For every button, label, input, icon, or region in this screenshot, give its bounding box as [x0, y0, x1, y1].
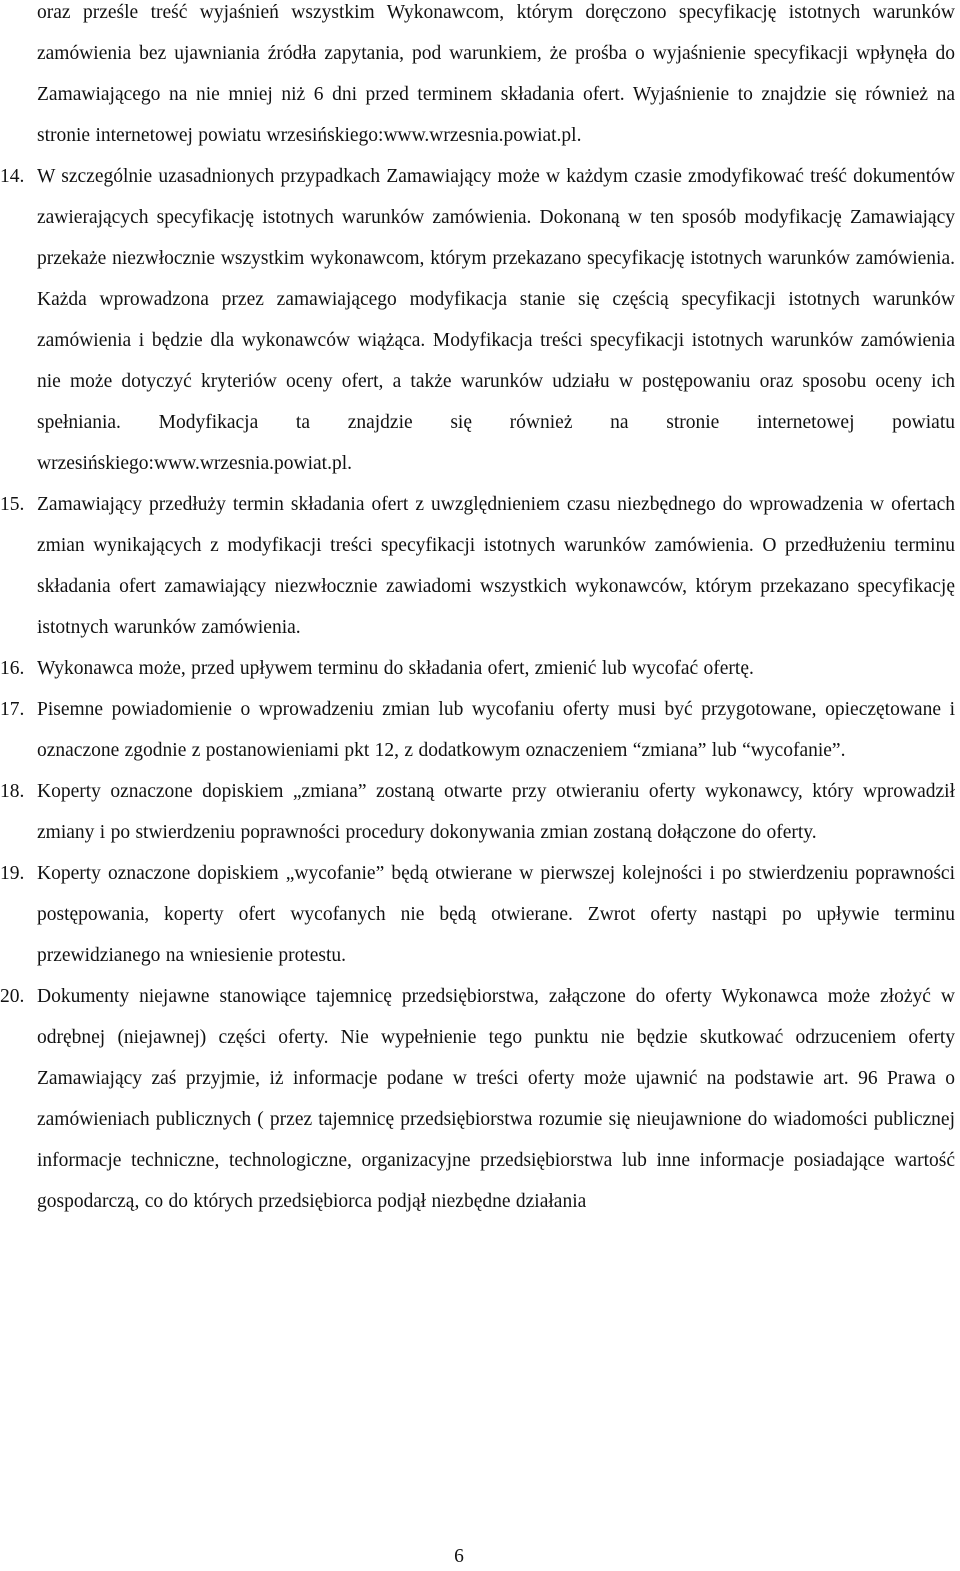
numbered-item-18: [0, 771, 960, 853]
paragraph-number: 17.: [0, 699, 25, 720]
paragraph-number: 16.: [0, 658, 25, 679]
numbered-item-14: [0, 156, 960, 484]
numbered-item-15: [0, 484, 960, 648]
paragraph-number: 19.: [0, 863, 25, 884]
page-number: 6: [454, 1546, 464, 1567]
numbered-item-20: [0, 976, 960, 1222]
paragraph-text: Zamawiający przedłuży termin składania ofert z uwzględnieniem czasu niezbędnego do wprowadzenia w ofertach zmian wynikających z modyfikacji treści specyfikacji istotnych warunków zamówienia. O przedłużeniu terminu składania ofert zamawiający niezwłocznie zawiadomi wszystkich wykonawców, którym przekazano specyfikację istotnych warunków zamówienia.: [37, 494, 955, 638]
numbered-item-17: [0, 689, 960, 771]
paragraph-text: Koperty oznaczone dopiskiem „wycofanie” będą otwierane w pierwszej kolejności i po stwierdzeniu poprawności postępowania, koperty ofert wycofanych nie będą otwierane. Zwrot oferty nastąpi po upływie terminu przewidzianego na wniesienie protestu.: [37, 863, 955, 966]
paragraph-text: Wykonawca może, przed upływem terminu do składania ofert, zmienić lub wycofać ofertę.: [37, 658, 754, 679]
paragraph-continuation: [0, 0, 960, 156]
paragraph-text: Koperty oznaczone dopiskiem „zmiana” zostaną otwarte przy otwieraniu oferty wykonawcy, który wprowadził zmiany i po stwierdzeniu poprawności procedury dokonywania zmian zostaną dołączone do oferty.: [37, 781, 955, 843]
paragraph-number: 15.: [0, 494, 25, 515]
paragraph-text: oraz prześle treść wyjaśnień wszystkim Wykonawcom, którym doręczono specyfikację istotnych warunków zamówienia bez ujawniania źródła zapytania, pod warunkiem, że prośba o wyjaśnienie specyfikacji wpłynęła do Zamawiającego na nie mniej niż 6 dni przed terminem składania ofert. Wyjaśnienie to znajdzie się również na stronie internetowej powiatu wrzesińskiego:www.wrzesnia.powiat.pl.: [37, 2, 955, 146]
numbered-item-16: [0, 648, 960, 689]
paragraph-number: 18.: [0, 781, 25, 802]
paragraph-text: Dokumenty niejawne stanowiące tajemnicę przedsiębiorstwa, załączone do oferty Wykonawca może złożyć w odrębnej (niejawnej) części oferty. Nie wypełnienie tego punktu nie będzie skutkować odrzuceniem oferty Zamawiający zaś przyjmie, iż informacje podane w treści oferty może ujawnić na podstawie art. 96 Prawa o zamówieniach publicznych ( przez tajemnicę przedsiębiorstwa rozumie się nieujawnione do wiadomości publicznej informacje techniczne, technologiczne, organizacyjne przedsiębiorstwa lub inne informacje posiadające wartość gospodarczą, co do których przedsiębiorca podjął niezbędne działania: [37, 986, 955, 1212]
paragraph-number: 20.: [0, 986, 25, 1007]
paragraph-number: 14.: [0, 166, 25, 187]
paragraph-text: Pisemne powiadomienie o wprowadzeniu zmian lub wycofaniu oferty musi być przygotowane, opieczętowane i oznaczone zgodnie z postanowieniami pkt 12, z dodatkowym oznaczeniem “zmiana” lub “wycofanie”.: [37, 699, 955, 761]
numbered-item-19: [0, 853, 960, 976]
paragraph-text: W szczególnie uzasadnionych przypadkach Zamawiający może w każdym czasie zmodyfikować treść dokumentów zawierających specyfikację istotnych warunków zamówienia. Dokonaną w ten sposób modyfikację Zamawiający przekaże niezwłocznie wszystkim wykonawcom, którym przekazano specyfikację istotnych warunków zamówienia. Każda wprowadzona przez zamawiającego modyfikacja stanie się częścią specyfikacji istotnych warunków zamówienia i będzie dla wykonawców wiążąca. Modyfikacja treści specyfikacji istotnych warunków zamówienia nie może dotyczyć kryteriów oceny ofert, a także warunków udziału w postępowaniu oraz sposobu oceny ich spełniania. Modyfikacja ta znajdzie się również na stronie internetowej powiatu wrzesińskiego:www.wrzesnia.powiat.pl.: [37, 166, 955, 474]
